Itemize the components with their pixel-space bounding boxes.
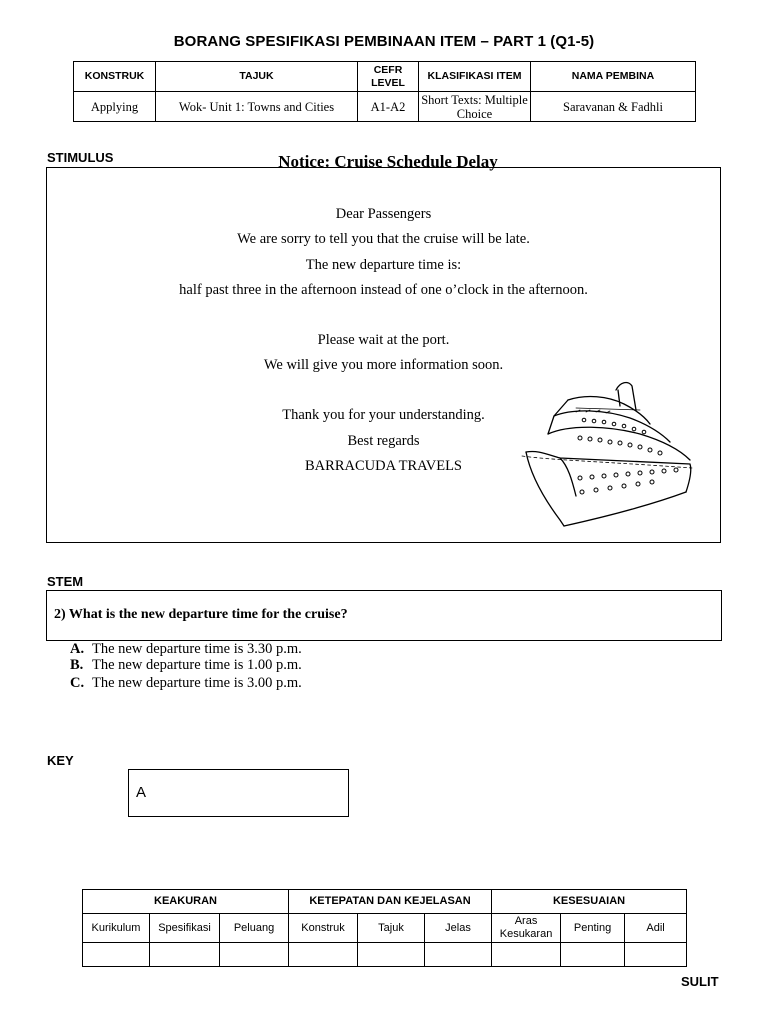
review-table — [82, 889, 687, 967]
score-cell[interactable] — [150, 943, 220, 967]
review-score-row — [83, 943, 687, 967]
option-letter: A. — [70, 641, 85, 657]
option-text: The new departure time is 1.00 p.m. — [92, 657, 302, 673]
option-text: The new departure time is 3.30 p.m. — [92, 641, 302, 657]
header-nama-pembina: NAMA PEMBINA — [531, 62, 696, 92]
value-konstruk: Applying — [74, 92, 156, 122]
score-cell[interactable] — [561, 943, 625, 967]
spec-table — [73, 61, 696, 122]
value-nama-pembina: Saravanan & Fadhli — [531, 92, 696, 122]
notice-line: Best regards — [347, 433, 420, 449]
value-tajuk: Wok- Unit 1: Towns and Cities — [156, 92, 358, 122]
criterion-konstruk: Konstruk — [289, 914, 358, 943]
criterion-jelas: Jelas — [425, 914, 492, 943]
review-criteria-row — [83, 914, 687, 943]
score-cell[interactable] — [83, 943, 150, 967]
option-b — [70, 657, 302, 674]
form-title: BORANG SPESIFIKASI PEMBINAAN ITEM – PART 1 (Q1-5) — [173, 33, 595, 50]
notice-line: We will give you more information soon. — [263, 357, 504, 373]
criterion-adil: Adil — [625, 914, 687, 943]
header-cefr-level: CEFR LEVEL — [358, 62, 419, 92]
stimulus-label: STIMULUS — [47, 150, 114, 165]
review-group-row — [83, 890, 687, 914]
footer-classification: SULIT — [681, 974, 719, 989]
group-ketepatan-dan-kejelasan: KETEPATAN DAN KEJELASAN — [289, 890, 492, 914]
score-cell[interactable] — [625, 943, 687, 967]
question-text: 2) What is the new departure time for the cruise? — [54, 607, 348, 622]
key-label: KEY — [47, 753, 74, 768]
criterion-peluang: Peluang — [220, 914, 289, 943]
score-cell[interactable] — [425, 943, 492, 967]
score-cell[interactable] — [358, 943, 425, 967]
criterion-penting: Penting — [561, 914, 625, 943]
header-klasifikasi-item: KLASIFIKASI ITEM — [419, 62, 531, 92]
score-cell[interactable] — [492, 943, 561, 967]
criterion-kurikulum: Kurikulum — [83, 914, 150, 943]
key-box — [128, 769, 349, 817]
key-answer: A — [136, 784, 147, 801]
notice-line: half past three in the afternoon instead of one o’clock in the afternoon. — [179, 282, 588, 298]
criterion-spesifikasi: Spesifikasi — [150, 914, 220, 943]
spec-table-value-row — [74, 92, 696, 122]
value-klasifikasi-item: Short Texts: Multiple Choice — [419, 92, 531, 122]
spec-table-header-row — [74, 62, 696, 92]
stem-label: STEM — [47, 574, 84, 589]
value-cefr-level: A1-A2 — [358, 92, 419, 122]
notice-line: Thank you for your understanding. — [282, 407, 485, 423]
header-konstruk: KONSTRUK — [74, 62, 156, 92]
option-letter: B. — [70, 657, 84, 673]
notice-title: Notice: Cruise Schedule Delay — [278, 152, 498, 171]
notice-line: The new departure time is: — [305, 257, 462, 273]
header-tajuk: TAJUK — [156, 62, 358, 92]
criterion-aras-kesukaran: Aras Kesukaran — [492, 914, 561, 943]
option-a — [70, 641, 302, 658]
criterion-tajuk: Tajuk — [358, 914, 425, 943]
option-c — [70, 675, 302, 692]
notice-line: Dear Passengers — [335, 206, 432, 222]
score-cell[interactable] — [289, 943, 358, 967]
group-keakuran: KEAKURAN — [83, 890, 289, 914]
option-text: The new departure time is 3.00 p.m. — [92, 675, 302, 691]
score-cell[interactable] — [220, 943, 289, 967]
notice-line: Please wait at the port. — [317, 332, 450, 348]
notice-line: We are sorry to tell you that the cruise will be late. — [237, 231, 530, 247]
option-letter: C. — [70, 675, 85, 691]
group-kesesuaian: KESESUAIAN — [492, 890, 687, 914]
notice-signature: BARRACUDA TRAVELS — [305, 458, 462, 474]
cruise-ship-icon — [520, 380, 700, 532]
